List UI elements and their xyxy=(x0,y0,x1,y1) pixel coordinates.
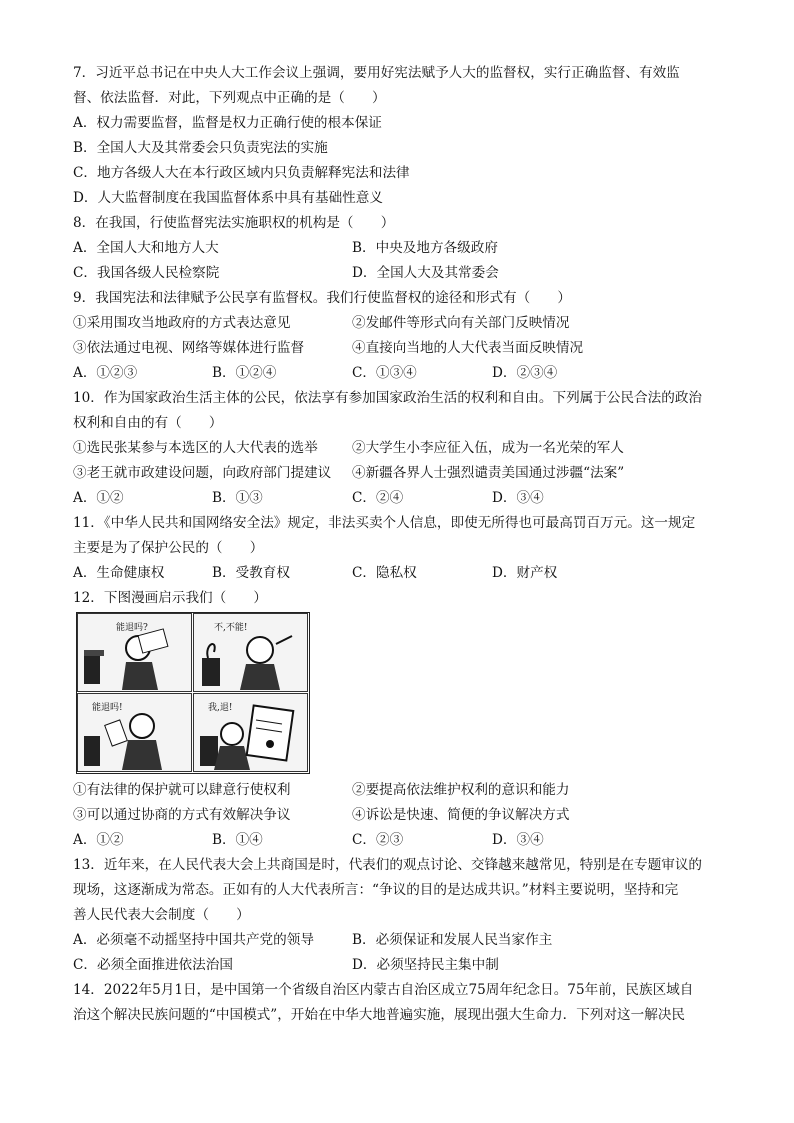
q11-option-b: B．受教育权 xyxy=(212,565,290,581)
q11-stem-line2: 主要是为了保护公民的（ ） xyxy=(73,540,264,556)
q7-option-a: A．权力需要监督，监督是权力正确行使的根本保证 xyxy=(73,115,382,131)
q9-statement-2: ②发邮件等形式向有关部门反映情况 xyxy=(352,315,570,331)
q9-statement-1: ①采用围攻当地政府的方式表达意见 xyxy=(73,315,291,331)
q12-statement-2: ②要提高依法维护权利的意识和能力 xyxy=(352,782,570,798)
q9-option-c: C．①③④ xyxy=(352,365,417,381)
comic-panel-3 xyxy=(77,693,192,772)
comic-panel-2 xyxy=(193,613,308,692)
q10-option-b: B．①③ xyxy=(212,490,263,506)
q11-stem-line1: 11．《中华人民共和国网络安全法》规定，非法买卖个人信息，即使无所得也可最高罚百万元。这一规定 xyxy=(73,515,696,531)
q9-option-d: D．②③④ xyxy=(492,365,558,381)
q14-stem-line1: 14．2022年5月1日，是中国第一个省级自治区内蒙古自治区成立75周年纪念日。75年前，民族区域自 xyxy=(73,982,694,998)
q12-option-c: C．②③ xyxy=(352,832,404,848)
q14-stem-line2: 治这个解决民族问题的“中国模式”，开始在中华大地普遍实施，展现出强大生命力．下列对这一解决民 xyxy=(73,1007,686,1023)
q8-stem: 8．在我国，行使监督宪法实施职权的机构是（ ） xyxy=(73,215,395,231)
q9-statement-3: ③依法通过电视、网络等媒体进行监督 xyxy=(73,340,305,356)
q7-option-d: D．人大监督制度在我国监督体系中具有基础性意义 xyxy=(73,190,383,206)
comic-caption-2: 不,不能! xyxy=(214,623,248,633)
comic-caption-3: 能退吗! xyxy=(92,703,123,713)
q8-option-c: C．我国各级人民检察院 xyxy=(73,265,220,281)
q10-option-a: A．①② xyxy=(73,490,124,506)
q9-stem: 9．我国宪法和法律赋予公民享有监督权。我们行使监督权的途径和形式有（ ） xyxy=(73,290,572,306)
q9-option-b: B．①②④ xyxy=(212,365,277,381)
q7-stem-line1: 7．习近平总书记在中央人大工作会议上强调，要用好宪法赋予人大的监督权，实行正确监督、有效监 xyxy=(73,65,680,81)
q10-statement-3: ③老王就市政建设问题，向政府部门提建议 xyxy=(73,465,332,481)
q10-statement-1: ①选民张某参与本选区的人大代表的选举 xyxy=(73,440,318,456)
q12-stem: 12．下图漫画启示我们（ ） xyxy=(73,590,268,606)
q7-stem-line2: 督、依法监督．对此，下列观点中正确的是（ ） xyxy=(73,90,386,106)
q13-option-a: A．必须毫不动摇坚持中国共产党的领导 xyxy=(73,932,314,948)
comic-panel-4 xyxy=(193,693,308,772)
q13-option-b: B．必须保证和发展人民当家作主 xyxy=(352,932,553,948)
q11-option-d: D．财产权 xyxy=(492,565,558,581)
q10-stem-line2: 权利和自由的有（ ） xyxy=(73,415,223,431)
q8-option-d: D．全国人大及其常委会 xyxy=(352,265,499,281)
q12-statement-3: ③可以通过协商的方式有效解决争议 xyxy=(73,807,291,823)
q13-option-c: C．必须全面推进依法治国 xyxy=(73,957,233,973)
q12-statement-1: ①有法律的保护就可以肆意行使权利 xyxy=(73,782,291,798)
q8-option-a: A．全国人大和地方人大 xyxy=(73,240,219,256)
q10-option-c: C．②④ xyxy=(352,490,404,506)
q13-stem-line3: 善人民代表大会制度（ ） xyxy=(73,907,250,923)
q13-option-d: D．必须坚持民主集中制 xyxy=(352,957,499,973)
q10-statement-2: ②大学生小李应征入伍，成为一名光荣的军人 xyxy=(352,440,624,456)
comic-panel-1 xyxy=(77,613,192,692)
q11-option-c: C．隐私权 xyxy=(352,565,417,581)
q12-option-a: A．①② xyxy=(73,832,124,848)
q10-statement-4: ④新疆各界人士强烈谴责美国通过涉疆“法案” xyxy=(352,465,625,481)
comic-caption-4: 我,退! xyxy=(208,703,233,713)
q12-option-b: B．①④ xyxy=(212,832,263,848)
q7-option-c: C．地方各级人大在本行政区域内只负责解释宪法和法律 xyxy=(73,165,410,181)
q12-comic xyxy=(76,612,310,774)
q13-stem-line2: 现场，这逐渐成为常态。正如有的人大代表所言：“争议的目的是达成共识。”材料主要说明，坚持和完 xyxy=(73,882,679,898)
clerk-icon xyxy=(194,614,307,691)
q11-option-a: A．生命健康权 xyxy=(73,565,165,581)
q8-option-b: B．中央及地方各级政府 xyxy=(352,240,498,256)
q12-statement-4: ④诉讼是快速、简便的争议解决方式 xyxy=(352,807,570,823)
q10-stem-line1: 10．作为国家政治生活主体的公民，依法享有参加国家政治生活的权利和自由。下列属于公民合法的政治 xyxy=(73,390,703,406)
q9-statement-4: ④直接向当地的人大代表当面反映情况 xyxy=(352,340,584,356)
q9-option-a: A．①②③ xyxy=(73,365,138,381)
q7-option-b: B．全国人大及其常委会只负责宪法的实施 xyxy=(73,140,328,156)
q12-option-d: D．③④ xyxy=(492,832,544,848)
q10-option-d: D．③④ xyxy=(492,490,544,506)
comic-caption-1: 能退吗? xyxy=(116,623,148,633)
q13-stem-line1: 13．近年来，在人民代表大会上共商国是时，代表们的观点讨论、交锋越来越常见，特别是在专题审议的 xyxy=(73,857,703,873)
